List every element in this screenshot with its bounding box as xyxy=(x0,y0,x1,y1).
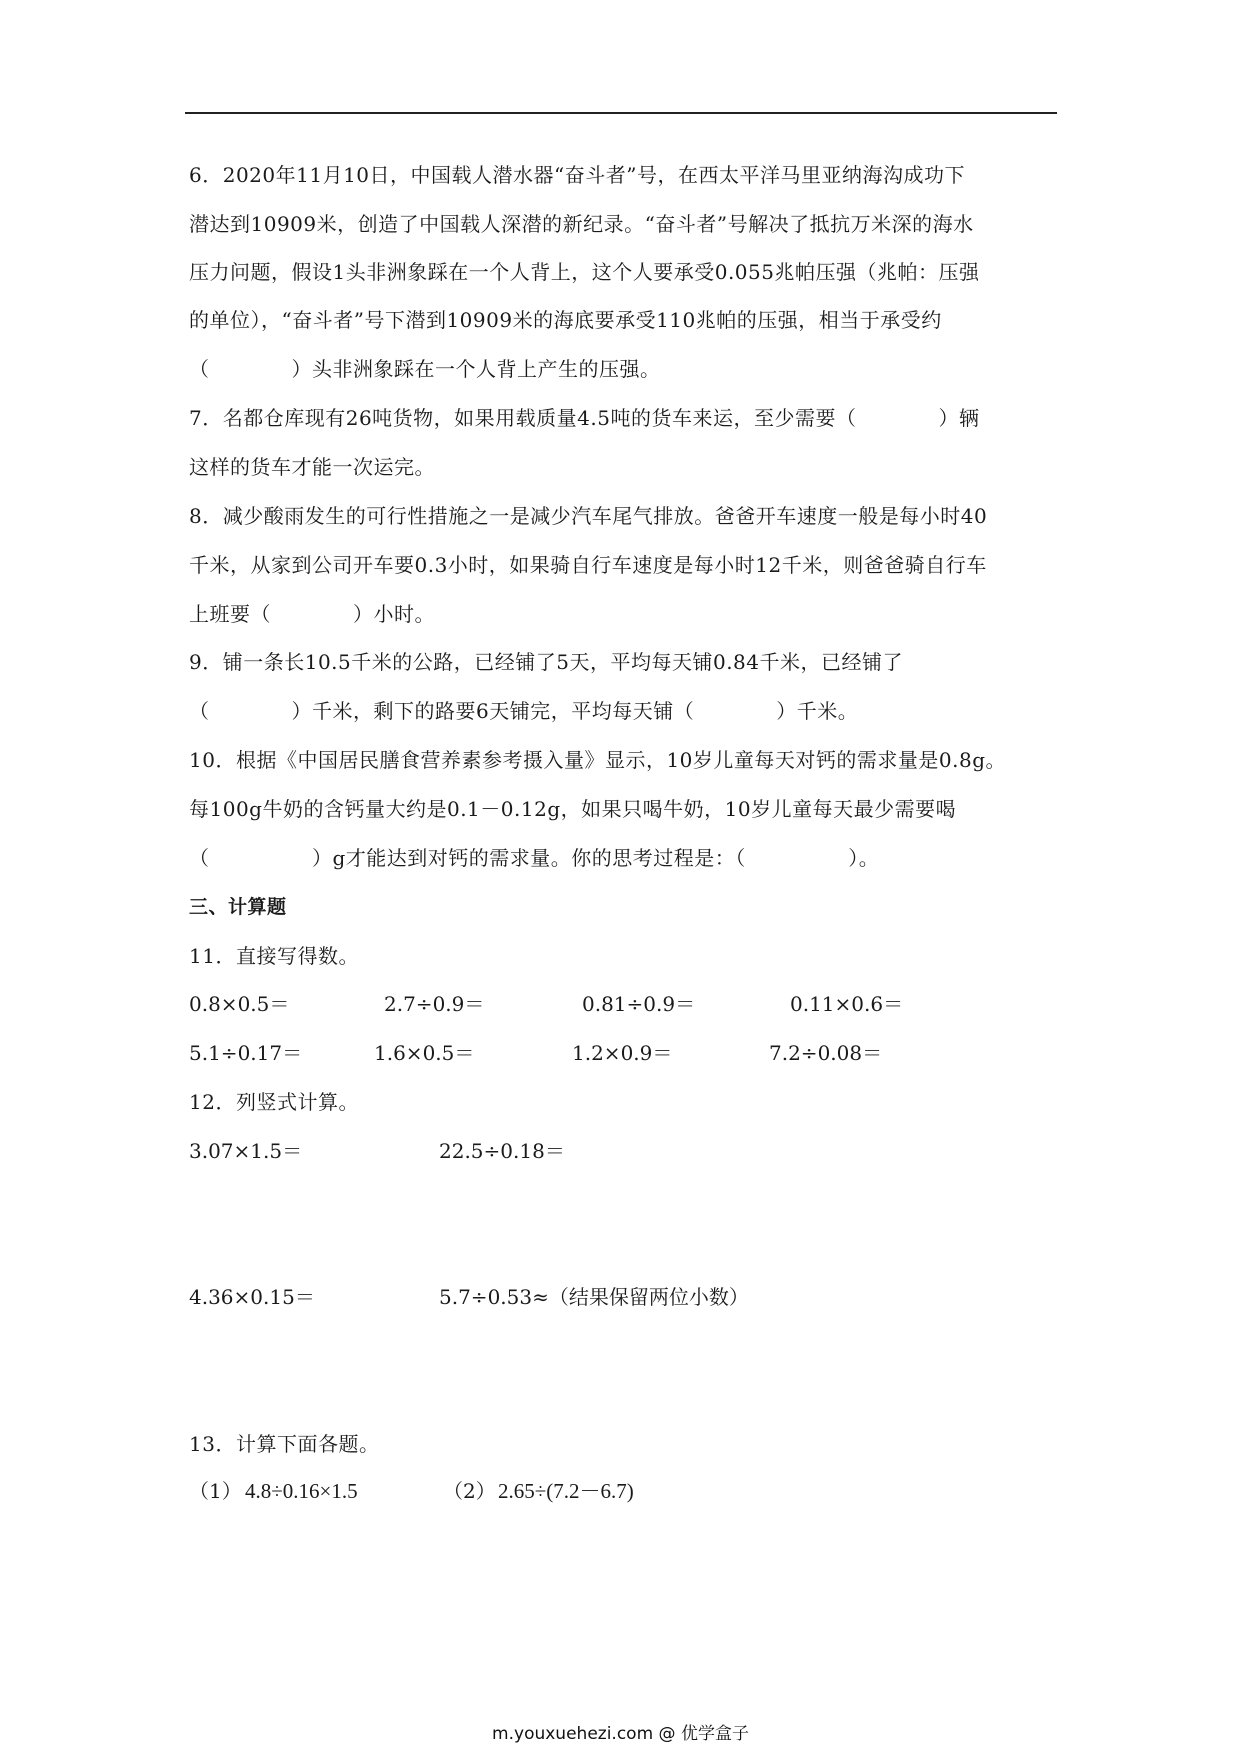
section-heading: 三、计算题 xyxy=(189,896,287,918)
q11-item: 5.1÷0.17＝ xyxy=(189,1041,303,1065)
q10-line-3: （ ）g才能达到对钙的需求量。你的思考过程是：（ ）。 xyxy=(189,846,880,870)
q13-item-1-label: （1） xyxy=(189,1479,242,1503)
q13-item-2-label: （2） xyxy=(443,1479,496,1503)
q11-title: 11．直接写得数。 xyxy=(189,944,359,968)
q11-item: 0.8×0.5＝ xyxy=(189,992,290,1016)
q9-line-2: （ ）千米，剩下的路要6天铺完，平均每天铺（ ）千米。 xyxy=(189,699,859,723)
q11-item: 1.6×0.5＝ xyxy=(374,1041,475,1065)
q6-line-2: 潜达到10909米，创造了中国载人深潜的新纪录。“奋斗者”号解决了抵抗万米深的海水 xyxy=(189,212,974,236)
q13-item-2-expr: 2.65÷(7.2－6.7) xyxy=(498,1479,634,1503)
q11-item: 0.11×0.6＝ xyxy=(790,992,904,1016)
q7-line-1: 7．名都仓库现有26吨货物，如果用载质量4.5吨的货车来运，至少需要（ ）辆 xyxy=(189,406,980,430)
q8-line-1: 8．减少酸雨发生的可行性措施之一是减少汽车尾气排放。爸爸开车速度一般是每小时40 xyxy=(189,504,988,528)
q8-line-3: 上班要（ ）小时。 xyxy=(189,602,435,626)
q12-item: 5.7÷0.53≈（结果保留两位小数） xyxy=(439,1285,749,1309)
q13-title: 13．计算下面各题。 xyxy=(189,1432,380,1456)
q12-item: 3.07×1.5＝ xyxy=(189,1139,303,1163)
q6-line-1: 6．2020年11月10日，中国载人潜水器“奋斗者”号，在西太平洋马里亚纳海沟成功下 xyxy=(189,163,965,187)
header-rule xyxy=(185,112,1057,114)
q7-line-2: 这样的货车才能一次运完。 xyxy=(189,455,435,479)
q12-item: 22.5÷0.18＝ xyxy=(439,1139,565,1163)
q6-line-5: （ ）头非洲象踩在一个人背上产生的压强。 xyxy=(189,357,661,381)
q12-title: 12．列竖式计算。 xyxy=(189,1090,359,1114)
q13-item-1-expr: 4.8÷0.16×1.5 xyxy=(245,1479,358,1503)
q6-line-3: 压力问题，假设1头非洲象踩在一个人背上，这个人要承受0.055兆帕压强（兆帕：压强 xyxy=(189,260,980,284)
q10-line-2: 每100g牛奶的含钙量大约是0.1－0.12g，如果只喝牛奶，10岁儿童每天最少需要喝 xyxy=(189,797,957,821)
q8-line-2: 千米，从家到公司开车要0.3小时，如果骑自行车速度是每小时12千米，则爸爸骑自行车 xyxy=(189,553,987,577)
q9-line-1: 9．铺一条长10.5千米的公路，已经铺了5天，平均每天铺0.84千米，已经铺了 xyxy=(189,650,904,674)
q11-item: 1.2×0.9＝ xyxy=(572,1041,673,1065)
q11-item: 2.7÷0.9＝ xyxy=(384,992,485,1016)
q10-line-1: 10．根据《中国居民膳食营养素参考摄入量》显示，10岁儿童每天对钙的需求量是0.8g。 xyxy=(189,748,1007,772)
q12-item: 4.36×0.15＝ xyxy=(189,1285,315,1309)
q6-line-4: 的单位），“奋斗者”号下潜到10909米的海底要承受110兆帕的压强，相当于承受约 xyxy=(189,308,942,332)
q11-item: 7.2÷0.08＝ xyxy=(769,1041,883,1065)
q11-item: 0.81÷0.9＝ xyxy=(582,992,696,1016)
footer-watermark: m.youxuehezi.com @ 优学盒子 xyxy=(492,1724,749,1744)
